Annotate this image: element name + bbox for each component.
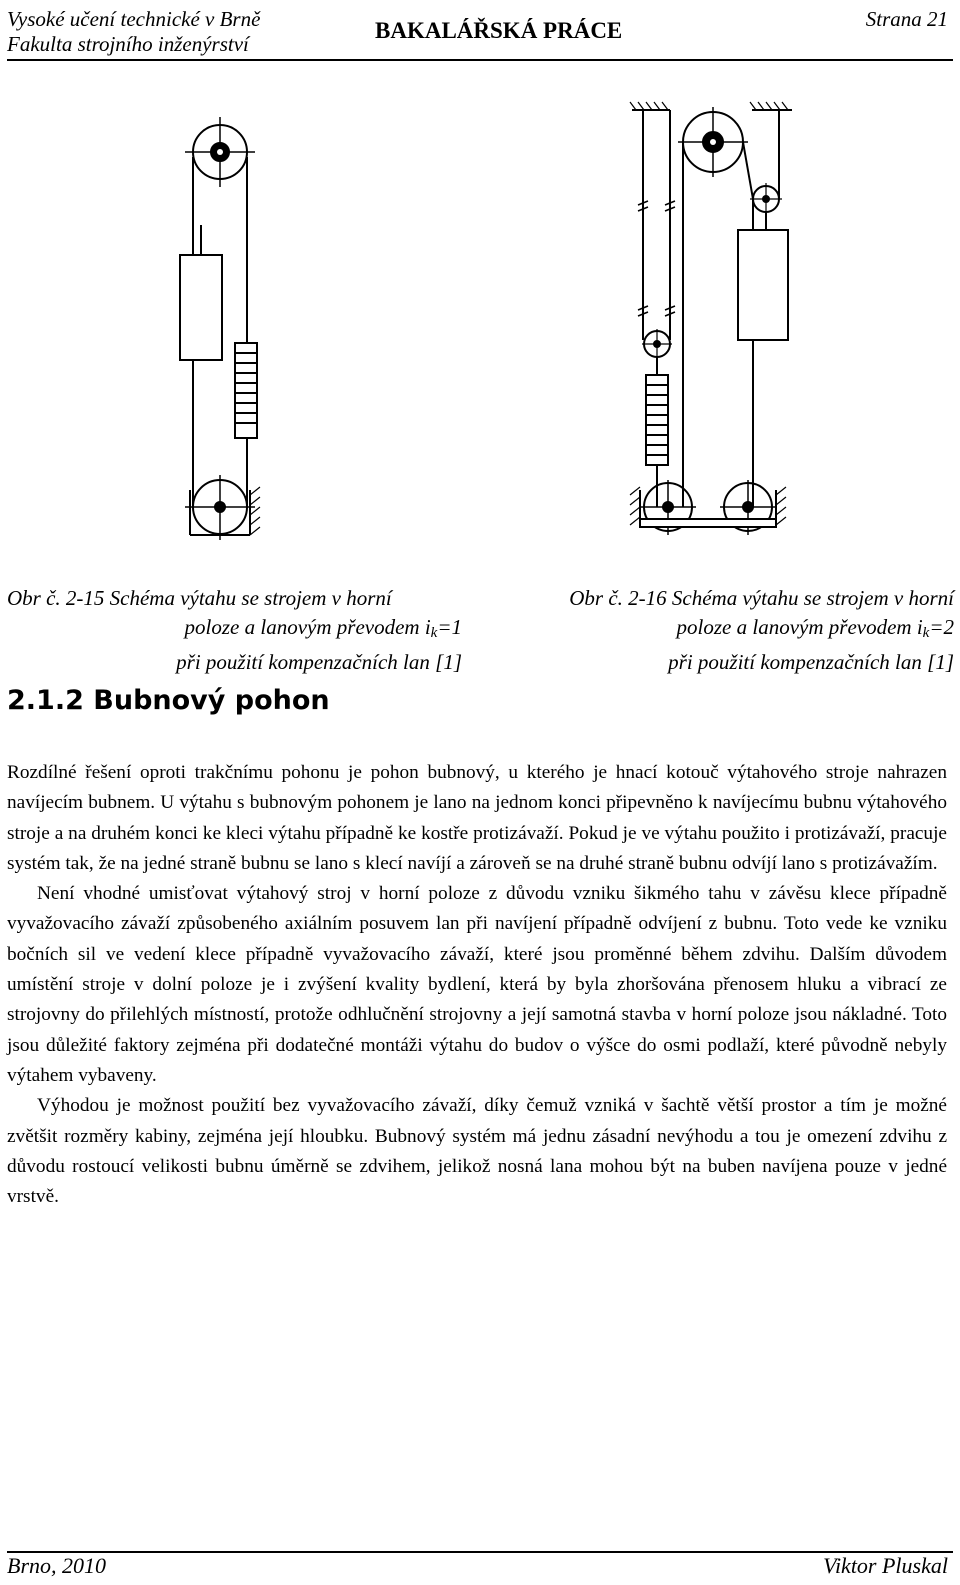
counterweight bbox=[235, 343, 257, 438]
footer-place-year: Brno, 2010 bbox=[7, 1553, 106, 1578]
header-institution bbox=[7, 7, 260, 57]
section-body bbox=[7, 758, 947, 1212]
caption-line: Obr č. 2-15 Schéma výtahu se strojem v horní bbox=[7, 586, 392, 610]
caption-line: poloze a lanovým převodem $i_k=1$ bbox=[184, 615, 462, 641]
counterweight bbox=[646, 375, 668, 465]
ceiling-anchor-right bbox=[750, 102, 792, 110]
cabin-pulley bbox=[750, 183, 782, 215]
header-doc-type: BAKALÁŘSKÁ PRÁCE bbox=[375, 18, 623, 43]
paragraph: Rozdílné řešení oproti trakčnímu pohonu je pohon bubnový, u kterého je hnací kotouč výtahového stroje nahrazen navíjecím bubnem. U výtahu s bubnovým pohonem je lano na jednom konci připevněno k navíjecímu bubnu výtahového stroje a na druhém konci ke kleci výtahu případně ke kostře protizávaží. Pokud je ve výtahu použito i protizávaží, pracuje systém tak, že na jedné straně bubnu se lano s klecí navíjí a zároveň se na druhé straně bubnu odvíjí lano s protizávažím. bbox=[7, 762, 947, 874]
paragraph: Výhodou je možnost použití bez vyvažovacího závaží, díky čemuž vzniká v šachtě větší prostor a tím je možné zvětšit rozměry kabiny, zejména její hloubku. Bubnový systém má jednu zásadní nevýhodu a tou je omezení zdvihu z důvodu rostoucí velikosti bubnu úměrně se zdvihem, jelikož nosná lana mohou být na buben navíjena pouze v jedné vrstvě. bbox=[7, 1095, 947, 1208]
caption-line: při použití kompenzačních lan [1] bbox=[176, 650, 462, 674]
drive-sheave bbox=[678, 107, 748, 177]
header-page-number: Strana 21 bbox=[865, 7, 948, 31]
paragraph: Není vhodné umisťovat výtahový stroj v horní poloze z důvodu vzniku šikmého tahu v závěsu klece případně vyvažovacího závaží způsobeného axiálním posuvem lan při navíjení případně odvíjení z bubnu. Toto vede ke vzniku bočních sil ve vedení klece případně vyvažovacího závaží, které jsou proměnné během zdvihu. Dalším důvodem umístění stroje v dolní poloze je i zvýšení kvality bydlení, která by byla zhoršována přenosem hluku a vibrací ze strojovny do přilehlých místností, protože odhlučnění strojovny a její samotná stavba v horní poloze jsou nákladné. Toto jsou důležité faktory zejména při dodatečné montáži výtahu do budov o výšce do osmi podlaží, které původně nebyly výtahem vybaveny. bbox=[7, 883, 947, 1086]
figure-2-15-elevator-scheme bbox=[150, 95, 300, 550]
footer-divider bbox=[7, 1551, 953, 1553]
caption-line: při použití kompenzačních lan [1] bbox=[668, 650, 954, 674]
cabin bbox=[738, 230, 788, 340]
figure-2-15-caption bbox=[7, 584, 462, 677]
compensation-sheave bbox=[185, 475, 260, 540]
header-university: Vysoké učení technické v Brně bbox=[7, 7, 261, 31]
section-heading: 2.1.2 Bubnový pohon bbox=[7, 685, 330, 716]
rope-sheave-right bbox=[743, 142, 753, 199]
cabin bbox=[180, 255, 222, 360]
footer-author: Viktor Pluskal bbox=[823, 1553, 948, 1578]
header-divider bbox=[7, 59, 953, 61]
header-faculty: Fakulta strojního inženýrství bbox=[7, 32, 249, 56]
caption-line: poloze a lanovým převodem $i_k=2$ bbox=[676, 615, 954, 641]
counterweight-pulley bbox=[642, 329, 672, 375]
ceiling-anchor-left bbox=[630, 102, 670, 110]
figure-2-16-elevator-scheme bbox=[600, 95, 810, 550]
figure-2-16-caption bbox=[484, 584, 954, 677]
caption-line: Obr č. 2-16 Schéma výtahu se strojem v horní bbox=[569, 586, 954, 610]
drive-sheave bbox=[185, 117, 255, 187]
